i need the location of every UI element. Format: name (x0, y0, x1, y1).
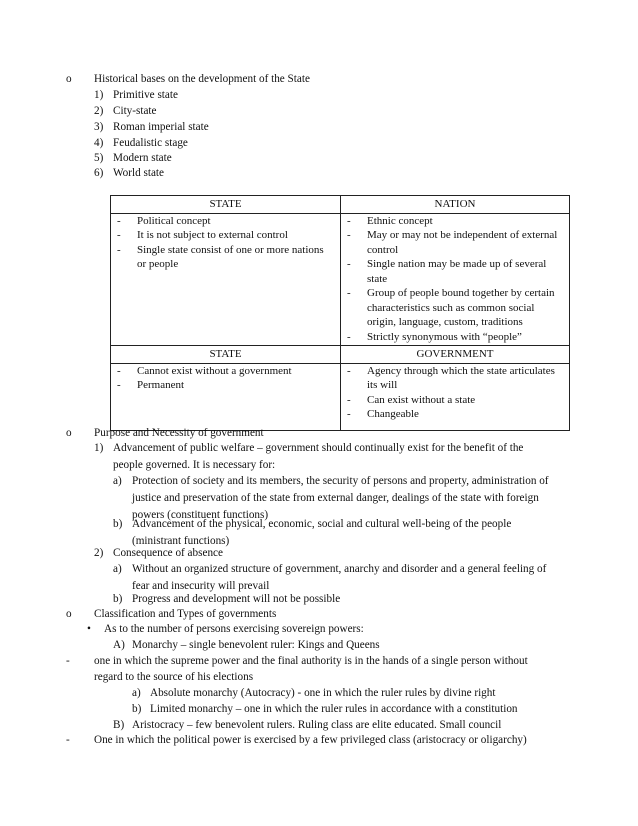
table-header-government: GOVERNMENT (341, 346, 570, 364)
state-item: - Political concept (117, 214, 334, 229)
circle-bullet: o (66, 73, 72, 85)
list-letter: b) (113, 593, 123, 605)
table-row (111, 213, 570, 346)
nation-item: - May or may not be independent of external control (347, 228, 563, 257)
section-heading-historical: Historical bases on the development of the State (94, 73, 310, 85)
list-item-text: Absolute monarchy (Autocracy) - one in which the ruler rules by divine right (150, 687, 496, 699)
list-number: 2) (94, 105, 104, 117)
state-item: - Single state consist of one or more nations or people (117, 243, 334, 272)
circle-bullet: o (66, 608, 72, 620)
section-heading-purpose: Purpose and Necessity of government (94, 427, 264, 439)
list-item-text: Consequence of absence (113, 547, 223, 559)
text-line: justice and preservation of the state from external danger, dealings of the state with foreign (132, 492, 539, 504)
nation-cell (341, 213, 570, 346)
text-line: regard to the source of his elections (94, 671, 254, 683)
state-item: - It is not subject to external control (117, 228, 334, 243)
bullet-text: As to the number of persons exercising sovereign powers: (104, 623, 364, 635)
comparison-table (110, 195, 570, 431)
list-number: 5) (94, 152, 104, 164)
state-item: - Cannot exist without a government (117, 364, 334, 379)
list-letter: a) (113, 475, 122, 487)
list-item-text: Monarchy – single benevolent ruler: Kings and Queens (132, 639, 380, 651)
state-item: - Permanent (117, 378, 334, 393)
list-item-text: World state (113, 167, 164, 179)
nation-item: - Strictly synonymous with “people” (347, 330, 563, 345)
table-row (111, 363, 570, 430)
text-line: people governed. It is necessary for: (113, 459, 276, 471)
list-item-text: Roman imperial state (113, 121, 209, 133)
list-number: 2) (94, 547, 104, 559)
text-line: Advancement of the physical, economic, social and cultural well-being of the people (132, 518, 512, 530)
list-number: 4) (94, 137, 104, 149)
text-line: Without an organized structure of government, anarchy and disorder and a general feeling of (132, 563, 547, 575)
list-number: 3) (94, 121, 104, 133)
section-heading-classification: Classification and Types of governments (94, 608, 277, 620)
list-item-text: City-state (113, 105, 157, 117)
purpose-item-2a (132, 562, 565, 594)
nation-item: - Group of people bound together by certain characteristics such as common social origin, language, custom, traditions (347, 286, 563, 330)
dot-bullet: • (87, 623, 91, 635)
list-letter: a) (132, 687, 141, 699)
purpose-item-1a (132, 474, 565, 523)
text-line: fear and insecurity will prevail (132, 580, 270, 592)
list-letter: B) (113, 719, 125, 731)
government-item: - Agency through which the state articulates its will (347, 364, 563, 393)
table-header-nation: NATION (341, 196, 570, 214)
text-line: one in which the supreme power and the final authority is in the hands of a single person without (94, 655, 528, 667)
list-item-text: Feudalistic stage (113, 137, 188, 149)
purpose-item-1 (113, 441, 565, 473)
table-header-state: STATE (111, 196, 341, 214)
nation-item: - Single nation may be made up of several state (347, 257, 563, 286)
table-header-row (111, 346, 570, 364)
nation-item: - Ethnic concept (347, 214, 563, 229)
circle-bullet: o (66, 427, 72, 439)
state-cell (111, 213, 341, 346)
government-item: - Changeable (347, 407, 563, 422)
aristocracy-definition: One in which the political power is exercised by a few privileged class (aristocracy or oligarchy) (94, 734, 527, 746)
list-number: 6) (94, 167, 104, 179)
monarchy-definition (94, 654, 566, 685)
list-number: 1) (94, 442, 104, 454)
list-item-text: Modern state (113, 152, 172, 164)
dash-bullet: - (66, 655, 70, 667)
list-item-text: Primitive state (113, 89, 178, 101)
list-item-text: Progress and development will not be possible (132, 593, 341, 605)
government-item: - Can exist without a state (347, 393, 563, 408)
list-letter: a) (113, 563, 122, 575)
text-line: (ministrant functions) (132, 535, 230, 547)
list-letter: A) (113, 639, 125, 651)
government-cell (341, 363, 570, 430)
list-letter: b) (113, 518, 123, 530)
text-line: Protection of society and its members, the security of persons and property, administration of (132, 475, 549, 487)
table-header-state: STATE (111, 346, 341, 364)
list-letter: b) (132, 703, 142, 715)
text-line: Advancement of public welfare – government should continually exist for the benefit of the (113, 442, 524, 454)
text-line: powers (constituent functions) (132, 509, 269, 521)
list-number: 1) (94, 89, 104, 101)
state-cell (111, 363, 341, 430)
list-item-text: Limited monarchy – one in which the ruler rules in accordance with a constitution (150, 703, 518, 715)
dash-bullet: - (66, 734, 70, 746)
table-header-row (111, 196, 570, 214)
list-item-text: Aristocracy – few benevolent rulers. Ruling class are elite educated. Small council (132, 719, 502, 731)
purpose-item-1b (132, 517, 565, 549)
